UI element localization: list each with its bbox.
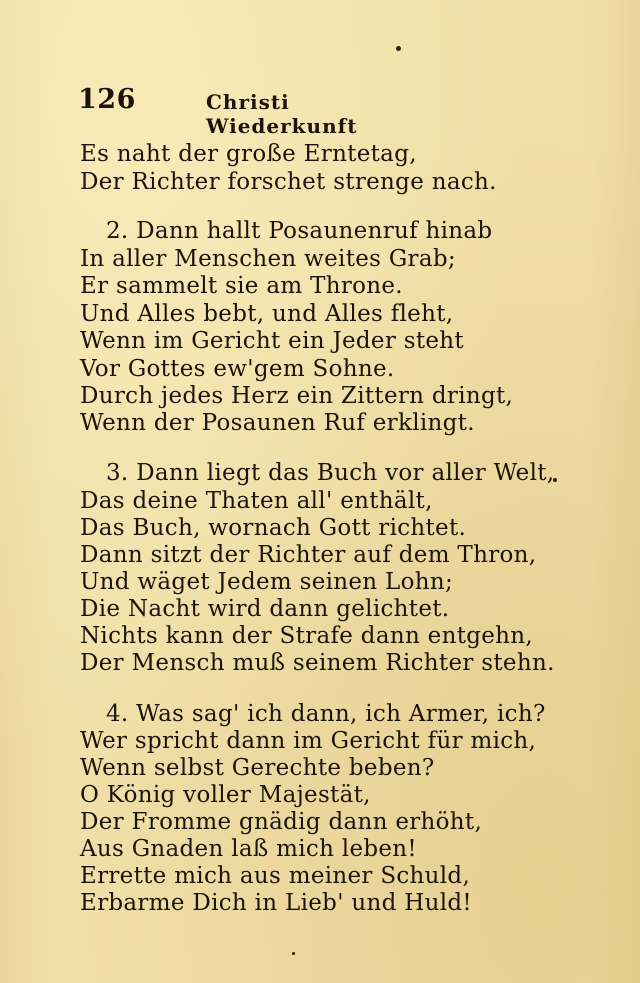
verse-line: Aus Gnaden laß mich leben!	[80, 836, 417, 862]
verse-line: In aller Menschen weites Grab;	[80, 246, 456, 272]
verse-line: Vor Gottes ew'gem Sohne.	[80, 356, 395, 382]
verse-line: 3. Dann liegt das Buch vor aller Welt,	[106, 460, 555, 486]
verse-line: Dann sitzt der Richter auf dem Thron,	[80, 542, 537, 568]
verse-line: Das Buch, wornach Gott richtet.	[80, 515, 467, 541]
verse-line: 4. Was sag' ich dann, ich Armer, ich?	[106, 701, 546, 727]
verse-line: Wenn der Posaunen Ruf erklingt.	[80, 410, 475, 436]
verse-line: Und Alles bebt, und Alles fleht,	[80, 301, 454, 327]
verse-line: Der Richter forschet strenge nach.	[80, 169, 497, 195]
running-title: Christi Wiederkunft	[206, 90, 358, 138]
page-header	[78, 84, 428, 138]
ink-speck	[396, 46, 401, 51]
verse-line: Das deine Thaten all' enthält,	[80, 488, 433, 514]
verse-line: Durch jedes Herz ein Zittern dringt,	[80, 383, 514, 409]
verse-line: Errette mich aus meiner Schuld,	[80, 863, 471, 889]
verse-line: Erbarme Dich in Lieb' und Huld!	[80, 890, 472, 916]
verse-line: Nichts kann der Strafe dann entgehn,	[80, 623, 534, 649]
verse-line: Der Mensch muß seinem Richter stehn.	[80, 650, 555, 676]
verse-line: Es naht der große Erntetag,	[80, 141, 417, 167]
verse-line: Und wäget Jedem seinen Lohn;	[80, 569, 454, 595]
verse-line: Wenn im Gericht ein Jeder steht	[80, 328, 464, 354]
verse-line: Der Fromme gnädig dann erhöht,	[80, 809, 483, 835]
verse-line: O König voller Majestät,	[80, 782, 371, 808]
ink-speck	[292, 952, 295, 955]
verse-line: Wer spricht dann im Gericht für mich,	[80, 728, 537, 754]
verse-line: Die Nacht wird dann gelichtet.	[80, 596, 450, 622]
page-number: 126	[78, 84, 136, 115]
verse-line: Wenn selbst Gerechte beben?	[80, 755, 435, 781]
verse-line: Er sammelt sie am Throne.	[80, 273, 403, 299]
verse-line: 2. Dann hallt Posaunenruf hinab	[106, 218, 493, 244]
